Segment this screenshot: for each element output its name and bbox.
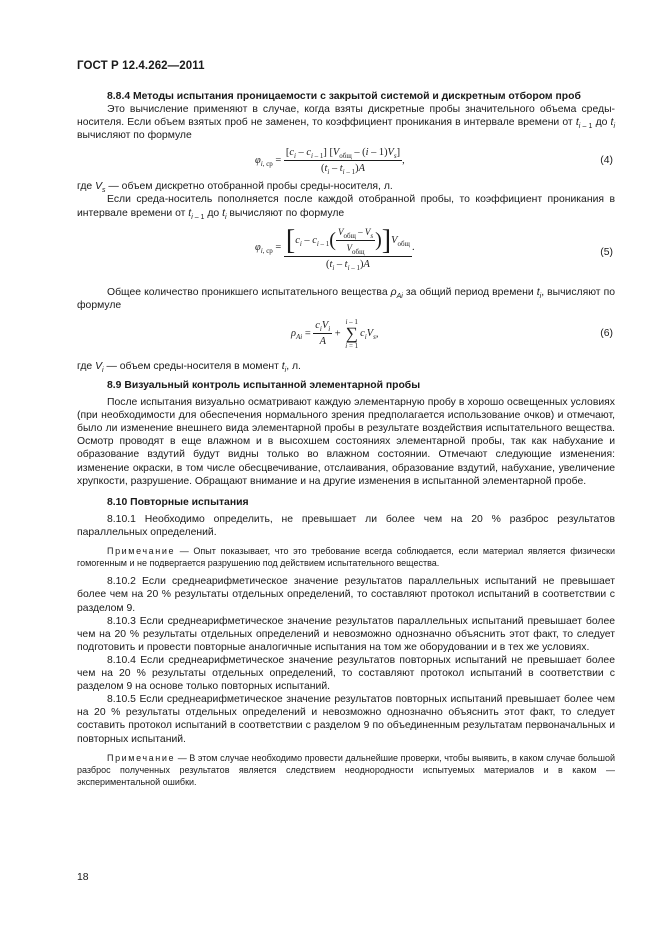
paragraph-8-10-4: 8.10.4 Если среднеарифметическое значение результатов повторных испытаний не превышает более чем на 20 % результаты отдельных определений, то составляют протокол испытаний в соответствии с разделом 9 на основе только повторных испытаний. — [77, 654, 615, 693]
where-vi-line: где $V_i$ — объем среды-носителя в момент $t_i$, л. — [77, 360, 301, 374]
paragraph-8-9: После испытания визуально осматривают каждую элементарную пробу в хорошо освещенных условиях (при необходимости для обеспечения нормального зрения предполагается использование очков) и отмечают, было ли изменение внешнего вида элементарной пробы в результате воздействия испытательного вещества. Осмотр проводят в еще влажном и в высохшем состояниях элементарной пробы, так как набухание и образование вздутий будут видны только во влажном состоянии. Отмечают следующие изменения: изменение окраски, в том числе обесцвечивание, отслаивания, образование вздутий, набухание, увеличение хрупкости, разрушение. Обращают внимание и на другие изменения в испытанной элементарной пробе. — [77, 397, 615, 487]
paragraph-8-8-4-total: Общее количество проникшего испытательного вещества $\rho_{Ai}$ за общий период времени $t_i$, вычисляют по формуле — [77, 286, 616, 311]
equation-number-5: (5) — [600, 246, 613, 258]
paragraph-8-8-4-replenish: Если среда-носитель пополняется после каждой отобранной пробы, то коэффициент проникания в интервале времени от $t_i$ $_{- 1}$ до $t_i$ вычисляют по формуле — [77, 194, 615, 221]
equation-number-6: (6) — [600, 327, 613, 339]
where-vs-line: где $V_s$ — объем дискретно отобранной пробы среды-носителя, л. — [77, 181, 393, 195]
formula-6: $\rho_{Ai}$ = $\frac{c_iV_i}{A}$ + i – 1 ∑ $i = 1c_iV_s$, (6) — [291, 317, 613, 350]
section-8-9-heading: 8.9 Визуальный контроль испытанной элементарной пробы — [107, 379, 421, 391]
paragraph-8-10-1: 8.10.1 Необходимо определить, не превышает ли более чем на 20 % разброс результатов параллельных определений. — [77, 513, 615, 538]
paragraph-8-10-2: 8.10.2 Если среднеарифметическое значение результатов параллельных испытаний не превышает более чем на 20 % результаты отдельных определений, то составляют протокол испытаний в соответствии с разделом 9. — [77, 576, 615, 614]
note-label: Примечание — [107, 545, 176, 556]
formula-5: $\varphi_{i, ср}$ = [$c_i - c_i$ $_{- 1}$( $\frac{V_{общ} - V_s}{V_{общ}}$ )]$V_{общ}$ ($t_i - t_i$ $_{- 1}$)A . (5) — [255, 224, 613, 272]
section-8-8-4-heading: 8.8.4 Методы испытания проницаемости с закрытой системой и дискретным отбором проб — [107, 91, 581, 102]
equation-number-4: (4) — [600, 155, 613, 167]
document-code-header: ГОСТ Р 12.4.262—2011 — [77, 60, 205, 72]
note-2: Примечание — В этом случае необходимо провести дальнейшие проверки, чтобы выявить, в каком случае большой разброс полученных результатов является следствием неоднородности испытуемых материалов и в каком — экспериментальной ошибки. — [77, 752, 615, 787]
section-8-10-heading: 8.10 Повторные испытания — [107, 496, 249, 508]
paragraph-8-10-5: 8.10.5 Если среднеарифметическое значение результатов повторных испытаний превышает более чем на 20 % результаты отдельных определений и невозможно однозначно объяснить этот факт, то следует составить протокол испытаний в соответствии с разделом 9 по объединенным результатам первоначальных и повторных испытаний. — [77, 694, 615, 745]
note-1: Примечание — Опыт показывает, что это требование всегда соблюдается, если материал является физически гомогенным и не подвергается разрушению под действием испытательного вещества. — [77, 545, 615, 569]
page-number: 18 — [77, 872, 89, 883]
page-content — [77, 90, 615, 788]
note-label: Примечание — [107, 752, 176, 763]
paragraph-8-8-4-intro: Это вычисление применяют в случае, когда взяты дискретные пробы значительного объема среды-носителя. Если объем взятых проб не заменен, то коэффициент проникания в интервале времени от $t_i$ $_{- 1}$ до $t_i$ вычисляют по формуле — [77, 104, 615, 142]
paragraph-8-10-3: 8.10.3 Если среднеарифметическое значение результатов параллельных испытаний превышает более чем на 20 % результаты отдельных определений и невозможно однозначно объяснить этот факт, то следует подготовить и провести повторные аналогичные испытания на том же оборудовании и в тех же условиях. — [77, 615, 615, 653]
formula-4: $\varphi_{i, ср}$ = $\frac{[c_i - c_i _{- 1}] [V_{общ} - (i - 1)V_s]}{(t_i - t_i _{- 1})A}$ , (4) — [255, 147, 613, 177]
